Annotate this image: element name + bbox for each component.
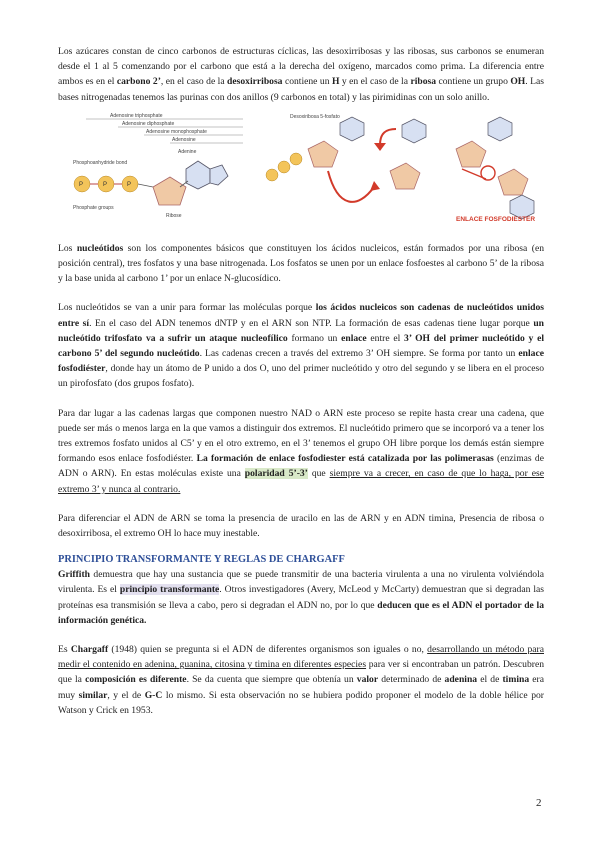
nucleotide-figure	[58, 109, 544, 227]
paragraph-chargaff: Es Chargaff (1948) quien se pregunta si el ADN de diferentes organismos son iguales o no, desarrollando un método para medir el contenido en adenina, guanina, citosina y timina en diferentes especies para ver si encontraban un patrón. Descubren que la composición es diferente. Se da cuenta que siempre que obtenía un valor determinado de adenina el de timina era muy similar, y el de G-C lo mismo. Si esta observación no se hubiera podido proponer el modelo de la doble hélice por Watson y Crick en 1953.	[58, 644, 544, 716]
label-adenine: Adenine	[178, 148, 197, 155]
paragraph-azucares: Los azúcares constan de cinco carbonos de estructuras cíclicas, las desoxirribosas y las ribosas, sus carbonos se enumeran desde el 1 al 5 comenzando por el carbono que está a la derecha del oxígeno, marcados como prima. La diferencia entre ambos es en el carbono 2’, en el caso de la desoxirribosa contiene un H y en el caso de la ribosa contiene un grupo OH. Las bases nitrogenadas tenemos las purinas con dos anillos (9 carbonos en total) y las pirimidinas con un solo anillo.	[58, 46, 544, 103]
atp-diagram	[70, 111, 256, 223]
phosphodiester-diagram	[266, 114, 535, 223]
label-atp: Adenosine triphosphate	[110, 112, 163, 119]
paragraph-adn-arn: Para diferenciar el ADN de ARN se toma la presencia de uracilo en las de ARN y en ADN timina, Presencia de ribosa o desoxirribosa, el extremo OH lo hace muy inestable.	[58, 512, 544, 540]
label-adp: Adenosine diphosphate	[122, 120, 175, 127]
label-phosphoanhydride: Phosphoanhydride bond	[73, 159, 128, 166]
page-number: 2	[536, 797, 542, 809]
label-phosphate-groups: Phosphate groups	[73, 204, 114, 211]
nucleotide-diagram	[58, 109, 544, 227]
label-desoxiribosa: Desoxiribosa 5-fosfato	[290, 113, 340, 120]
label-amp: Adenosine monophosphate	[146, 128, 207, 135]
label-ribose: Ribose	[166, 212, 182, 219]
paragraph-union-nucleotidos: Los nucleótidos se van a unir para formar las moléculas porque los ácidos nucleicos son cadenas de nucleótidos unidos entre sí. En el caso del ADN tenemos dNTP y en el ARN son NTP. La formación de esas cadenas tiene lugar porque un nucleótido trifosfato va a sufrir un ataque nucleofílico formano un enlace entre el 3’ OH del primer nucleótido y el carbono 5’ del segundo nucleótido. Las cadenas crecen a través del extremo 3’ OH siempre. Se forma por tanto un enlace fosfodiéster, donde hay un átomo de P unido a dos O, uno del primer nucleótido y otro del segundo y se libera en el proceso un pirofosfato (dos grupos fosfato).	[58, 302, 545, 390]
paragraph-nucleotidos: Los nucleótidos son los componentes básicos que constituyen los ácidos nucleicos, están formados por una ribosa (en posición central), tres fosfatos y una base nitrogenada. Los fosfatos se unen por un enlace fosfoestes al carbono 5’ de la ribosa y la base unida al carbono 1’ por un enlace N-glucosídico.	[58, 242, 544, 285]
svg-text:P: P	[103, 181, 108, 188]
label-enlace-fosfodiester: ENLACE FOSFODIESTER	[456, 215, 536, 223]
svg-text:P: P	[79, 181, 84, 188]
page-content	[58, 44, 544, 718]
label-adenosine: Adenosine	[172, 136, 196, 143]
section-heading: PRINCIPIO TRANSFORMANTE Y REGLAS DE CHARGAFF	[58, 554, 345, 566]
paragraph-cadenas-largas: Para dar lugar a las cadenas largas que componen nuestro NAD o ARN este proceso se repite hasta crear una cadena, que puede ser más o menos larga en la que vamos a distinguir dos extremos. El nucleótido primero que se incorporó va a tener los tres extremos fosfato unidos al C5’ y en el otro extremo, en el 3’ tenemos el grupo OH libre porque los demás están siempre formando esos enlace fosfodiéster. La formación de enlace fosfodiester está catalizada por las polimerasas (enzimas de ADN o ARN). En estas moléculas existe una polaridad 5’-3’ que siempre va a crecer, en caso de que lo haga, por ese extremo 3’ y nunca al contrario.	[58, 407, 544, 495]
paragraph-griffith: Griffith demuestra que hay una sustancia que se puede transmitir de una bacteria virulenta a una no virulenta volviéndola virulenta. Es el principio transformante. Otros investigadores (Avery, McLeod y McCarty) demuestran que si degradan las proteínas esa transmisión se lleva a cabo, pero si degradan el ADN no, por lo que deducen que es el ADN el portador de la información genética.	[58, 569, 545, 626]
svg-text:P: P	[127, 181, 132, 188]
